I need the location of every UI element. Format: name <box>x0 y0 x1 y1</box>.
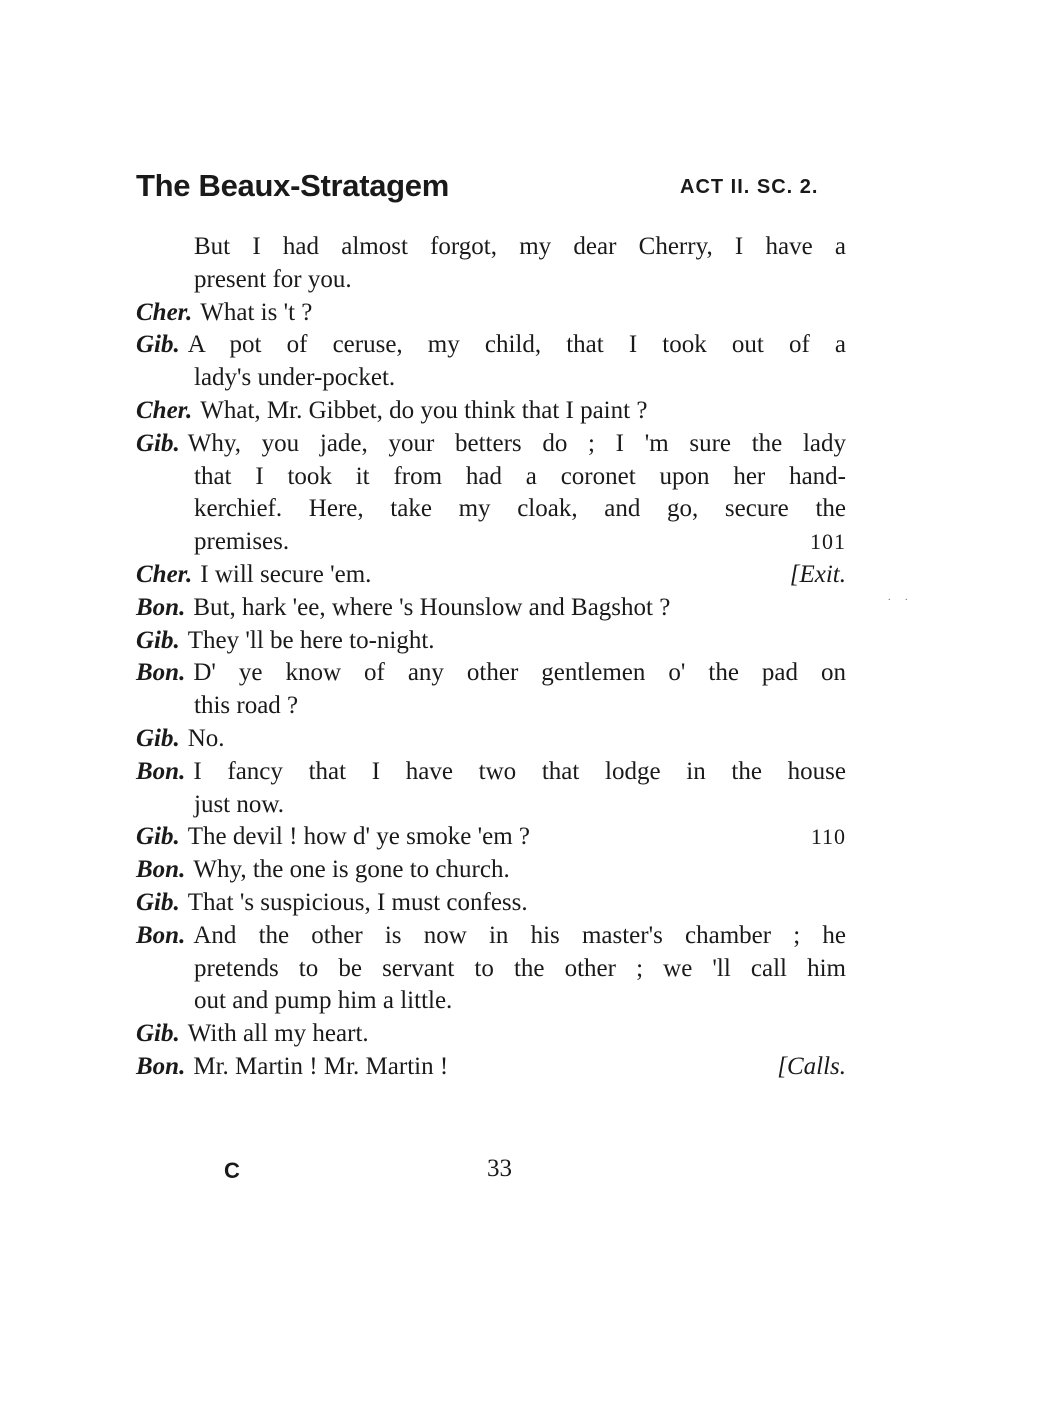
speech-text: Mr. Martin ! Mr. Martin ! <box>193 1053 449 1080</box>
speech-text: What, Mr. Gibbet, do you think that I paint ? <box>200 397 648 424</box>
speech-text: kerchief. Here, take my cloak, and go, secure the <box>194 495 846 523</box>
act-scene-label: ACT II. SC. 2. <box>680 176 819 198</box>
continuation-line <box>194 689 846 722</box>
speech-text: They 'll be here to-night. <box>187 626 435 654</box>
speech-line <box>136 853 846 886</box>
speech-line <box>136 820 846 853</box>
speaker-name: Bon. <box>136 593 186 621</box>
speech-line <box>136 656 846 689</box>
speech-text: this road ? <box>194 692 299 720</box>
speech-line <box>136 296 846 329</box>
speech-line <box>136 755 846 788</box>
speech-text: What is 't ? <box>200 298 313 326</box>
speech-text: Why, you jade, your betters do ; I 'm sure the lady <box>187 429 846 457</box>
speech-line <box>136 427 846 460</box>
speech-text: With all my heart. <box>187 1020 369 1048</box>
speech-text: But, hark 'ee, where 's Hounslow and Bagshot ? <box>193 593 671 621</box>
speech-line <box>136 558 846 591</box>
speech-text: just now. <box>194 790 285 818</box>
speech-text: A pot of ceruse, my child, that I took out of a <box>187 331 846 359</box>
speaker-name: Cher. <box>136 561 193 588</box>
continuation-line <box>194 492 846 525</box>
speech-line <box>136 886 846 919</box>
line-number: 101 <box>810 529 846 555</box>
continuation-line <box>194 263 846 296</box>
speech-text: lady's under-pocket. <box>194 364 396 392</box>
line-number: 110 <box>810 824 846 850</box>
signature-mark: C <box>224 1158 240 1183</box>
speech-line <box>136 394 846 427</box>
speaker-name: Gib. <box>136 626 180 654</box>
speaker-name: Cher. <box>136 298 193 326</box>
speech-text: I fancy that I have two that lodge in the house <box>193 757 846 785</box>
speaker-name: Bon. <box>136 659 186 687</box>
continuation-line <box>194 788 846 821</box>
speaker-name: Gib. <box>136 889 180 916</box>
speaker-name: Bon. <box>136 1053 186 1080</box>
speech-line <box>136 328 846 361</box>
speaker-name: Gib. <box>136 331 180 359</box>
speech-line <box>136 1050 846 1083</box>
speech-text: pretends to be servant to the other ; we 'll call him <box>194 954 846 982</box>
speech-text: that I took it from had a coronet upon her hand- <box>194 462 846 490</box>
speech-text: And the other is now in his master's chamber ; he <box>193 921 846 949</box>
continuation-line <box>194 952 846 985</box>
speech-text: I will secure 'em. <box>200 561 372 588</box>
speaker-name: Gib. <box>136 725 180 752</box>
speech-text: out and pump him a little. <box>194 987 453 1015</box>
speech-line <box>136 624 846 657</box>
stage-direction: [Exit. <box>789 561 846 588</box>
speaker-name: Bon. <box>136 921 186 949</box>
continuation-line <box>194 984 846 1017</box>
stage-direction: [Calls. <box>777 1053 846 1080</box>
continuation-line <box>194 460 846 493</box>
scan-artifact: . . <box>888 592 914 603</box>
speech-text: The devil ! how d' ye smoke 'em ? <box>187 823 530 851</box>
speech-text: Why, the one is gone to church. <box>193 856 510 884</box>
speaker-name: Gib. <box>136 1020 180 1048</box>
speech-line <box>136 722 846 755</box>
continuation-line <box>194 230 846 263</box>
continuation-line <box>194 525 846 558</box>
continuation-line <box>194 361 846 394</box>
speaker-name: Bon. <box>136 856 186 884</box>
speech-text: But I had almost forgot, my dear Cherry, I have a <box>194 233 846 260</box>
speech-line <box>136 919 846 952</box>
speech-line <box>136 591 846 624</box>
speech-text: That 's suspicious, I must confess. <box>187 889 528 916</box>
speaker-name: Cher. <box>136 397 193 424</box>
running-title: The Beaux-Stratagem <box>136 168 450 203</box>
speech-text: present for you. <box>194 265 352 293</box>
page-number: 33 <box>487 1155 512 1182</box>
speech-text: premises. <box>194 528 290 556</box>
speaker-name: Bon. <box>136 757 186 785</box>
speaker-name: Gib. <box>136 823 180 851</box>
speech-text: D' ye know of any other gentlemen o' the pad on <box>193 659 846 687</box>
speaker-name: Gib. <box>136 429 180 457</box>
speech-line <box>136 1017 846 1050</box>
speech-text: No. <box>187 725 225 752</box>
